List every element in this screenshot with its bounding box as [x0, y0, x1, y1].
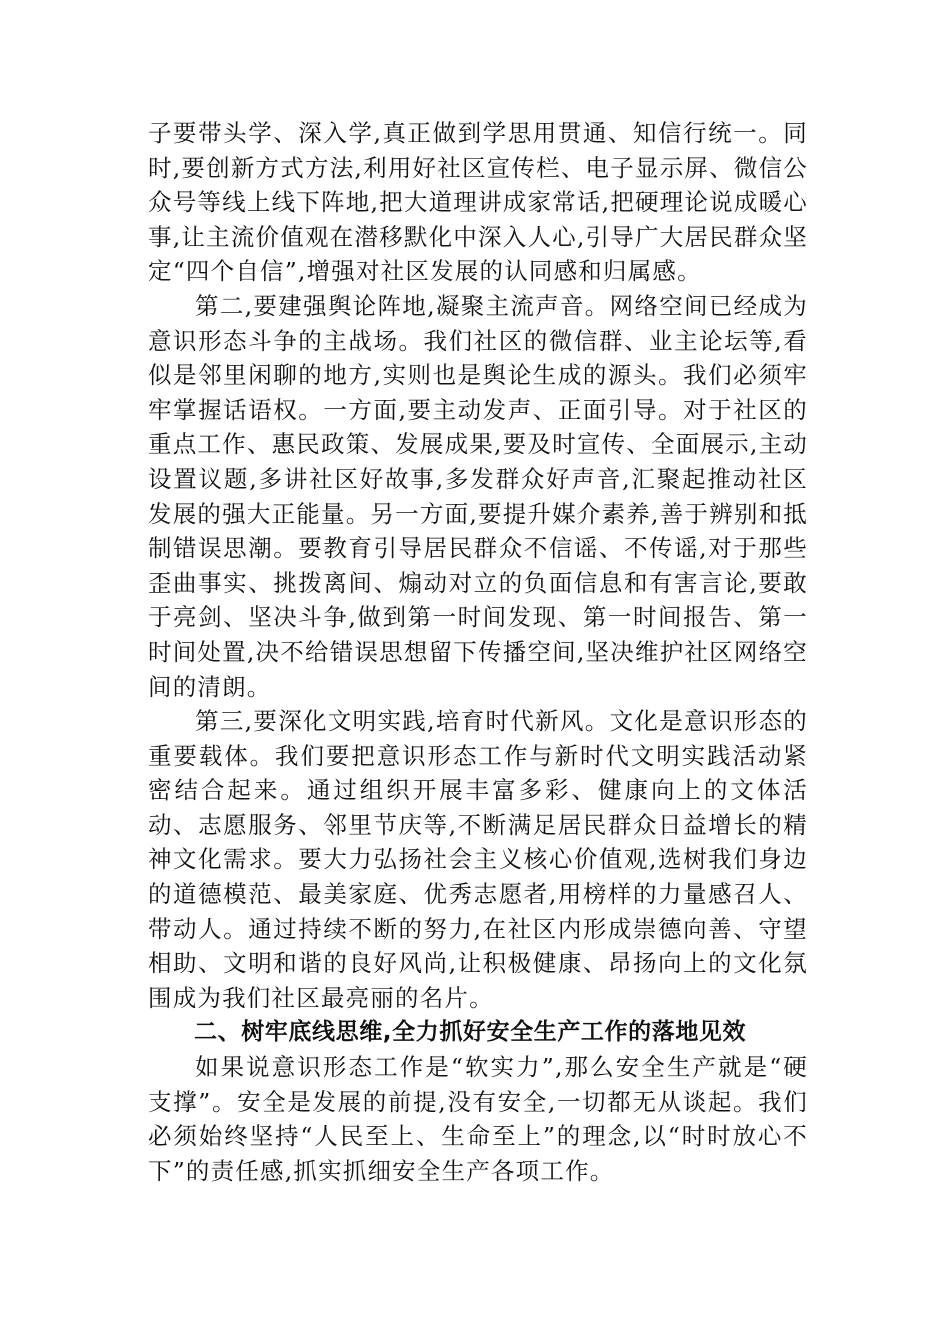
paragraph-safety-intro: 如果说意识形态工作是“软实力”,那么安全生产就是“硬支撑”。安全是发展的前提,没有安全,一切都无从谈起。我们必须始终坚持“人民至上、生命至上”的理念,以“时时放心不下”的责任感,抓实抓细安全生产各项工作。: [148, 1053, 808, 1185]
paragraph-civilization-practice: 第三,要深化文明实践,培育时代新风。文化是意识形态的重要载体。我们要把意识形态工作与新时代文明实践活动紧密结合起来。通过组织开展丰富多彩、健康向上的文体活动、志愿服务、邻里节庆等,不断满足居民群众日益增长的精神文化需求。要大力弘扬社会主义核心价值观,选树我们身边的道德模范、最美家庭、优秀志愿者,用榜样的力量感召人、带动人。通过持续不断的努力,在社区内形成崇德向善、守望相助、文明和谐的良好风尚,让积极健康、昂扬向上的文化氛围成为我们社区最亮丽的名片。: [148, 707, 808, 1012]
paragraph-public-opinion: 第二,要建强舆论阵地,凝聚主流声音。网络空间已经成为意识形态斗争的主战场。我们社区的微信群、业主论坛等,看似是邻里闲聊的地方,实则也是舆论生成的源头。我们必须牢牢掌握话语权。一方面,要主动发声、正面引导。对于社区的重点工作、惠民政策、发展成果,要及时宣传、全面展示,主动设置议题,多讲社区好故事,多发群众好声音,汇聚起推动社区发展的强大正能量。另一方面,要提升媒介素养,善于辨别和抵制错误思潮。要教育引导居民群众不信谣、不传谣,对于那些歪曲事实、挑拨离间、煽动对立的负面信息和有害言论,要敢于亮剑、坚决斗争,做到第一时间发现、第一时间报告、第一时间处置,决不给错误思想留下传播空间,坚决维护社区网络空间的清朗。: [148, 291, 808, 701]
document-body: [148, 116, 808, 1188]
section-heading-safety: 二、树牢底线思维,全力抓好安全生产工作的落地见效: [194, 1019, 747, 1046]
paragraph-continuation: 子要带头学、深入学,真正做到学思用贯通、知信行统一。同时,要创新方式方法,利用好社区宣传栏、电子显示屏、微信公众号等线上线下阵地,把大道理讲成家常话,把硬理论说成暖心事,让主流价值观在潜移默化中深入人心,引导广大居民群众坚定“四个自信”,增强对社区发展的认同感和归属感。: [148, 119, 808, 286]
